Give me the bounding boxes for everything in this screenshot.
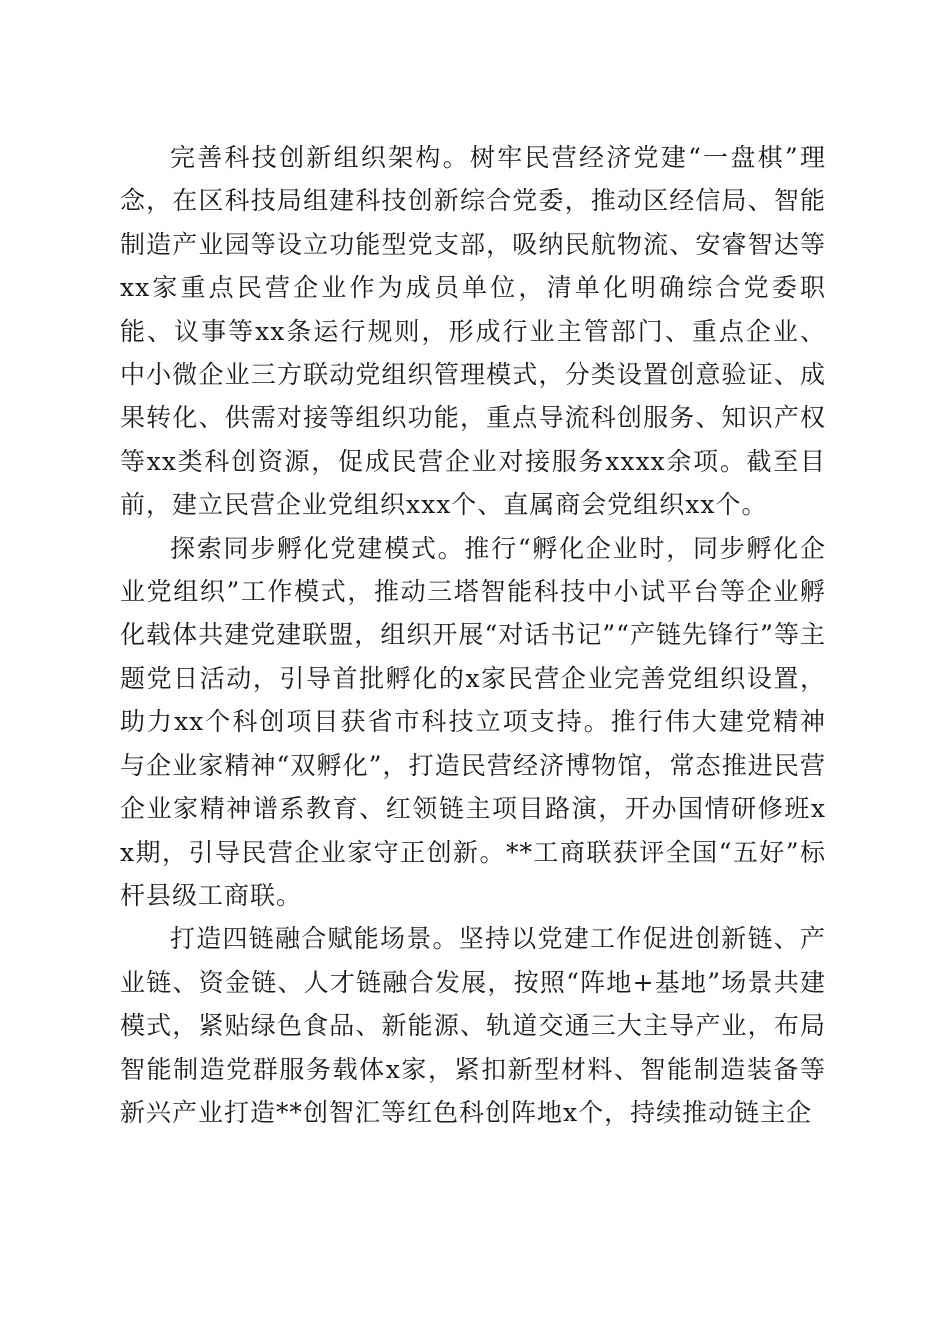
paragraph-org-structure: 完善科技创新组织架构。树牢民营经济党建“一盘棋”理念，在区科技局组建科技创新综合党委，推动区经信局、智能制造产业园等设立功能型党支部，吸纳民航物流、安睿智达等xx家重点民营企业作为成员单位，清单化明确综合党委职能、议事等xx条运行规则，形成行业主管部门、重点企业、中小微企业三方联动党组织管理模式，分类设置创意验证、成果转化、供需对接等组织功能，重点导流科创服务、知识产权等xx类科创资源，促成民营企业对接服务xxxx余项。截至目前，建立民营企业党组织xxx个、直属商会党组织xx个。 xyxy=(120,143,826,520)
paragraph-four-chain-scenes: 打造四链融合赋能场景。坚持以党建工作促进创新链、产业链、资金链、人才链融合发展，按照“阵地+基地”场景共建模式，紧贴绿色食品、新能源、轨道交通三大主导产业，布局智能制造党群服务载体x家，紧扣新型材料、智能制造装备等新兴产业打造**创智汇等红色科创阵地x个，持续推动链主企 xyxy=(120,924,826,1127)
document-body xyxy=(120,136,826,1134)
paragraph-incubation-model: 探索同步孵化党建模式。推行“孵化企业时，同步孵化企业党组织”工作模式，推动三塔智能科技中小试平台等企业孵化载体共建党建联盟，组织开展“对话书记”“产链先锋行”等主题党日活动，引导首批孵化的x家民营企业完善党组织设置，助力xx个科创项目获省市科技立项支持。推行伟大建党精神与企业家精神“双孵化”，打造民营经济博物馆，常态推进民营企业家精神谱系教育、红领链主项目路演，开办国情研修班xx期，引导民营企业家守正创新。**工商联获评全国“五好”标杆县级工商联。 xyxy=(120,533,826,910)
